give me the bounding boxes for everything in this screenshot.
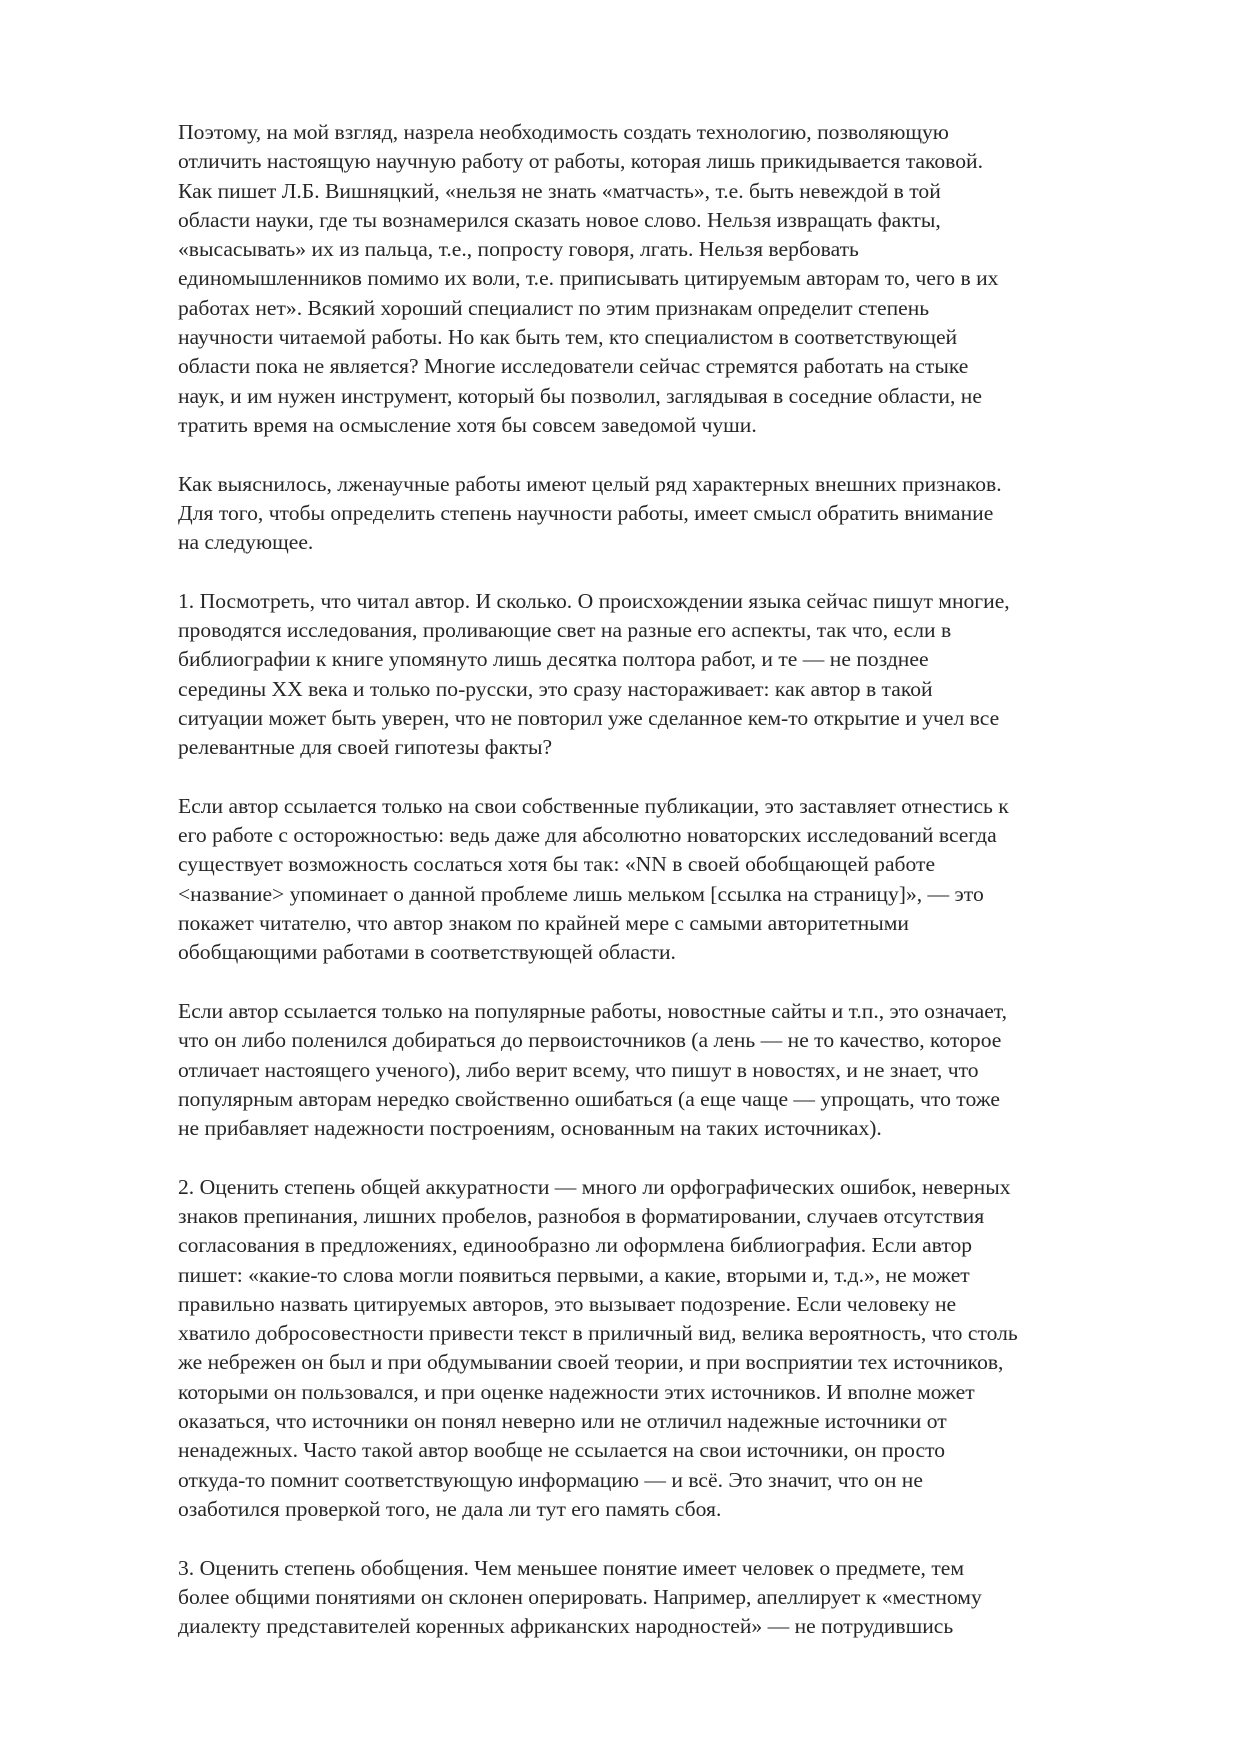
- text-line: середины XX века и только по-русски, это сразу настораживает: как автор в такой: [178, 676, 933, 701]
- text-line: Поэтому, на мой взгляд, назрела необходимость создать технологию, позволяющую: [178, 120, 949, 144]
- text-line: озаботился проверкой того, не дала ли тут его память сбоя.: [178, 1496, 722, 1521]
- text-line: области науки, где ты вознамерился сказать новое слово. Нельзя извращать факты,: [178, 207, 941, 232]
- text-line: диалекту представителей коренных африканских народностей» — не потрудившись: [178, 1614, 954, 1639]
- text-line: правильно назвать цитируемых авторов, это вызывает подозрение. Если человеку не: [178, 1291, 957, 1316]
- text-line: 3. Оценить степень обобщения. Чем меньшее понятие имеет человек о предмете, тем: [178, 1555, 965, 1580]
- text-line: области пока не является? Многие исследователи сейчас стремятся работать на стыке: [178, 354, 969, 379]
- text-line: хватило добросовестности привести текст в приличный вид, велика вероятность, что столь: [178, 1321, 1018, 1346]
- text-line: обобщающими работами в соответствующей области.: [178, 940, 676, 965]
- text-line: отличает настоящего ученого), либо верит всему, что пишут в новостях, и не знает, что: [178, 1057, 979, 1082]
- text-line: Как выяснилось, лженаучные работы имеют целый ряд характерных внешних признаков.: [178, 471, 1002, 496]
- paragraph-7: [178, 1554, 1163, 1642]
- text-line: более общими понятиями он склонен оперировать. Например, апеллирует к «местному: [178, 1584, 982, 1609]
- text-line: согласования в предложениях, единообразно ли оформлена библиография. Если автор: [178, 1233, 973, 1258]
- text-line: знаков препинания, лишних пробелов, разнобоя в форматировании, случаев отсутствия: [178, 1203, 985, 1228]
- paragraph-5: [178, 997, 1163, 1143]
- text-line: на следующее.: [178, 530, 314, 555]
- text-line: ситуации может быть уверен, что не повторил уже сделанное кем-то открытие и учел все: [178, 705, 1000, 730]
- text-line: работах нет». Всякий хороший специалист по этим признакам определит степень: [178, 295, 930, 320]
- text-line: наук, и им нужен инструмент, который бы позволил, заглядывая в соседние области, не: [178, 383, 982, 408]
- text-line: Если автор ссылается только на популярные работы, новостные сайты и т.п., это означает,: [178, 998, 1007, 1023]
- text-line: Как пишет Л.Б. Вишняцкий, «нельзя не знать «матчасть», т.е. быть невеждой в той: [178, 178, 941, 203]
- text-line: оказаться, что источники он понял неверно или не отличил надежные источники от: [178, 1409, 947, 1434]
- text-line: 1. Посмотреть, что читал автор. И сколько. О происхождении языка сейчас пишут многие,: [178, 588, 1010, 613]
- text-line: отличить настоящую научную работу от работы, которая лишь прикидывается таковой.: [178, 149, 983, 174]
- text-line: Если автор ссылается только на свои собственные публикации, это заставляет отнестись к: [178, 793, 1009, 818]
- text-line: откуда-то помнит соответствующую информацию — и всё. Это значит, что он не: [178, 1467, 923, 1492]
- text-line: 2. Оценить степень общей аккуратности — много ли орфографических ошибок, неверных: [178, 1174, 1011, 1199]
- text-line: не прибавляет надежности построениям, основанным на таких источниках).: [178, 1116, 882, 1141]
- document-body: [178, 118, 1163, 1671]
- text-line: «высасывать» их из пальца, т.е., попросту говоря, лгать. Нельзя вербовать: [178, 237, 859, 262]
- text-line: покажет читателю, что автор знаком по крайней мере с самыми авторитетными: [178, 911, 909, 936]
- text-line: ненадежных. Часто такой автор вообще не ссылается на свои источники, он просто: [178, 1438, 946, 1463]
- text-line: научности читаемой работы. Но как быть тем, кто специалистом в соответствующей: [178, 325, 958, 350]
- text-line: пишет: «какие-то слова могли появиться первыми, а какие, вторыми и, т.д.», не может: [178, 1262, 970, 1287]
- text-line: релевантные для своей гипотезы факты?: [178, 735, 553, 760]
- text-line: тратить время на осмысление хотя бы совсем заведомой чуши.: [178, 412, 757, 437]
- text-line: библиографии к книге упомянуто лишь десятка полтора работ, и те — не позднее: [178, 647, 929, 672]
- text-line: единомышленников помимо их воли, т.е. приписывать цитируемым авторам то, чего в их: [178, 266, 999, 291]
- paragraph-3: [178, 587, 1163, 763]
- paragraph-2: [178, 470, 1163, 558]
- text-line: <название> упоминает о данной проблеме лишь мельком [ссылка на страницу]», — это: [178, 881, 984, 906]
- text-line: которыми он пользовался, и при оценке надежности этих источников. И вполне может: [178, 1379, 975, 1404]
- text-line: его работе с осторожностью: ведь даже для абсолютно новаторских исследований всегда: [178, 823, 997, 848]
- paragraph-4: [178, 792, 1163, 968]
- text-line: Для того, чтобы определить степень научности работы, имеет смысл обратить внимание: [178, 500, 994, 525]
- text-line: популярным авторам нередко свойственно ошибаться (а еще чаще — упрощать, что тоже: [178, 1086, 1000, 1111]
- paragraph-6: [178, 1173, 1163, 1525]
- text-line: же небрежен он был и при обдумывании своей теории, и при восприятии тех источников,: [178, 1350, 1004, 1375]
- text-line: что он либо поленился добираться до первоисточников (а лень — не то качество, которое: [178, 1028, 1002, 1053]
- paragraph-1: [178, 118, 1163, 440]
- text-line: существует возможность сослаться хотя бы так: «NN в своей обобщающей работе: [178, 852, 936, 877]
- text-line: проводятся исследования, проливающие свет на разные его аспекты, так что, если в: [178, 618, 952, 643]
